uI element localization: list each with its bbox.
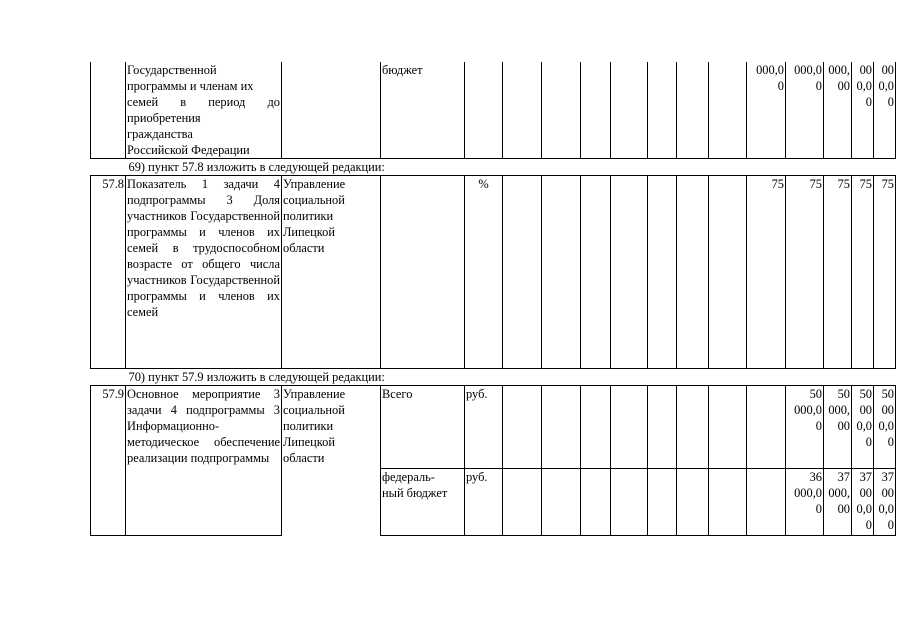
value-cell (874, 176, 896, 369)
table-row (91, 176, 896, 369)
indicator-name-cell (126, 386, 282, 536)
value-text: 000,0 0 (794, 63, 822, 93)
unit-cell (465, 386, 503, 469)
value-cell (824, 62, 852, 159)
value-cell (786, 386, 824, 469)
name-line: Российской Федерации (127, 143, 250, 157)
value-cell (786, 62, 824, 159)
name-line: программы и членам их (127, 79, 254, 93)
value-cell (677, 469, 709, 536)
unit-cell (465, 62, 503, 159)
value-cell (852, 469, 874, 536)
unit-cell (465, 176, 503, 369)
name-line: Государственной (127, 63, 217, 77)
name-line: гражданства (127, 127, 193, 141)
source-cell (381, 62, 465, 159)
source-cell (381, 176, 465, 369)
value-cell (747, 62, 786, 159)
value-cell (648, 176, 677, 369)
executor-cell (282, 176, 381, 369)
source-text: федераль- ный бюджет (382, 470, 448, 500)
value-text: 37 000, 00 (828, 470, 850, 516)
value-cell (677, 176, 709, 369)
source-text: Всего (382, 387, 413, 401)
indicator-name: Основное мероприятие 3 задачи 4 подпрограммы 3 Информационно-методическое обеспечение реализации подпрограммы (127, 387, 280, 465)
value-cell (581, 386, 611, 469)
name-line: приобретения (127, 111, 201, 125)
value-cell (709, 62, 747, 159)
value-text: 000, 00 (828, 63, 850, 93)
value-cell (874, 469, 896, 536)
executor-text: Управление социальной политики Липецкой области (283, 177, 346, 255)
executor-cell (282, 386, 381, 536)
value-cell (709, 469, 747, 536)
value-text: 000,0 0 (756, 63, 784, 93)
value-text: 50 00 0,0 0 (856, 387, 872, 449)
row-num-cell (91, 176, 126, 369)
value-cell (747, 469, 786, 536)
unit-text: % (478, 177, 489, 191)
indicator-name: Показатель 1 задачи 4 подпрограммы 3 Доля участников Государственной программы и членов их семей в трудоспособном возрасте от общего числа участников Государственной программы и членов их семей (127, 177, 280, 319)
amendment-note: 69) пункт 57.8 изложить в следующей редакции: (91, 159, 896, 176)
value-cell (824, 176, 852, 369)
value-cell (677, 62, 709, 159)
value-text: 37 00 0,0 0 (878, 470, 894, 532)
value-cell (648, 469, 677, 536)
program-table (90, 62, 896, 536)
row-num: 57.8 (102, 177, 124, 191)
row-num: 57.9 (102, 387, 124, 401)
value-cell (611, 386, 648, 469)
value-cell (709, 176, 747, 369)
row-num-cell (91, 62, 126, 159)
executor-cell (282, 62, 381, 159)
value-text: 50 000, 00 (828, 387, 850, 433)
unit-text: руб. (466, 387, 488, 401)
amendment-note-row (91, 369, 896, 386)
amendment-note-row (91, 159, 896, 176)
value-cell (503, 386, 542, 469)
value-cell (611, 469, 648, 536)
value-text: 00 0,0 0 (878, 63, 894, 109)
value-cell (786, 176, 824, 369)
value-cell (786, 469, 824, 536)
value-cell (852, 62, 874, 159)
value-cell (747, 386, 786, 469)
value-cell (503, 176, 542, 369)
value-cell (824, 469, 852, 536)
name-line: семей в период до (127, 95, 280, 109)
value-text: 50 000,0 0 (794, 387, 822, 433)
table-row (91, 386, 896, 469)
value-cell (611, 62, 648, 159)
indicator-name-cell (126, 176, 282, 369)
value-cell (503, 62, 542, 159)
value-cell (852, 176, 874, 369)
value-text: 75 (837, 177, 850, 191)
source-cell (381, 386, 465, 469)
value-cell (581, 469, 611, 536)
value-text: 36 000,0 0 (794, 470, 822, 516)
value-cell (648, 386, 677, 469)
row-num-cell (91, 386, 126, 536)
indicator-name-cell (126, 62, 282, 159)
source-cell (381, 469, 465, 536)
value-cell (874, 62, 896, 159)
unit-cell (465, 469, 503, 536)
value-cell (611, 176, 648, 369)
value-cell (852, 386, 874, 469)
value-text: 75 (771, 177, 784, 191)
value-cell (542, 62, 581, 159)
table-row (91, 62, 896, 159)
unit-text: руб. (466, 470, 488, 484)
value-cell (677, 386, 709, 469)
value-cell (747, 176, 786, 369)
value-cell (709, 386, 747, 469)
value-cell (824, 386, 852, 469)
value-cell (874, 386, 896, 469)
source-text: бюджет (382, 63, 423, 77)
value-text: 75 (809, 177, 822, 191)
value-cell (542, 469, 581, 536)
executor-text: Управление социальной политики Липецкой области (283, 387, 346, 465)
value-cell (542, 176, 581, 369)
value-text: 37 00 0,0 0 (856, 470, 872, 532)
value-text: 75 (881, 177, 894, 191)
value-cell (648, 62, 677, 159)
value-cell (503, 469, 542, 536)
value-cell (581, 176, 611, 369)
value-text: 75 (859, 177, 872, 191)
value-cell (542, 386, 581, 469)
value-text: 00 0,0 0 (856, 63, 872, 109)
value-cell (581, 62, 611, 159)
amendment-note: 70) пункт 57.9 изложить в следующей редакции: (91, 369, 896, 386)
value-text: 50 00 0,0 0 (878, 387, 894, 449)
